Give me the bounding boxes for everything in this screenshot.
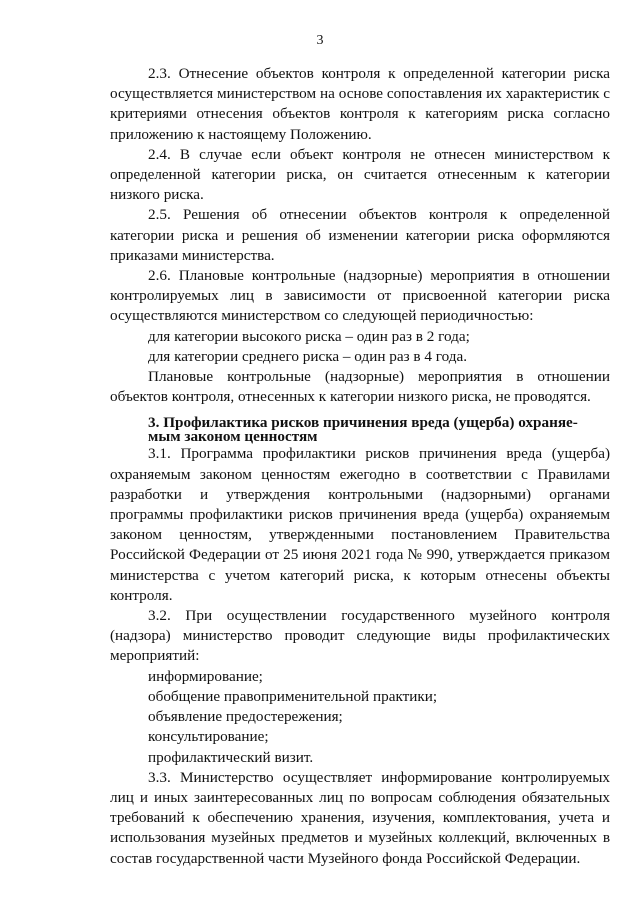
paragraph-2-4: 2.4. В случае если объект контроля не отнесен министерством к определенной категории риска, он считается отнесенным к категории низкого риска. xyxy=(110,145,610,204)
list-item: обобщение правоприменительной практики; xyxy=(148,687,438,705)
page-number: 3 xyxy=(316,33,324,48)
paragraph-2-3: 2.3. Отнесение объектов контроля к определенной категории риска осуществляется министерством на основе сопоставления их характеристик с критериями отнесения объектов контроля к категориям риска согласно приложению к настоящему Положению. xyxy=(110,65,610,143)
list-item-medium-risk: для категории среднего риска – один раз в 4 года. xyxy=(148,347,468,365)
list-item: объявление предостережения; xyxy=(148,708,343,726)
paragraph-2-6: 2.6. Плановые контрольные (надзорные) мероприятия в отношении контролируемых лиц в зависимости от присвоенной категории риска осуществляются министерством со следующей периодичностью: xyxy=(110,267,610,325)
section-3-heading: 3. Профилактика рисков причинения вреда (ущерба) охраняе-мым законом ценностям xyxy=(148,414,578,446)
paragraph-3-2: 3.2. При осуществлении государственного музейного контроля (надзора) министерство проводит следующие виды профилактических мероприятий: xyxy=(110,607,610,665)
paragraph-3-1: 3.1. Программа профилактики рисков причинения вреда (ущерба) охраняемым законом ценностям ежегодно в соответствии с Правилами разработки и утверждения контрольными (надзорными) органами программы профилактики рисков причинения вреда (ущерба) охраняемым законом ценностям, утвержденными постановлением Правительства Российской Федерации от 25 июня 2021 года № 990, утверждается приказом министерства с учетом категорий риска, к которым отнесены объекты контроля. xyxy=(110,445,610,604)
list-item: профилактический визит. xyxy=(148,748,314,766)
list-item-high-risk: для категории высокого риска – один раз в 2 года; xyxy=(148,327,470,345)
document-body xyxy=(110,64,610,869)
paragraph-2-5: 2.5. Решения об отнесении объектов контроля к определенной категории риска и решения об изменении категории риска оформляются приказами министерства. xyxy=(110,206,610,264)
paragraph-3-3: 3.3. Министерство осуществляет информирование контролируемых лиц и иных заинтересованных лиц по вопросам соблюдения обязательных требований к обеспечению хранения, изучения, комплектования, учета и использования музейных предметов и музейных коллекций, включенных в состав государственной части Музейного фонда Российской Федерации. xyxy=(110,768,610,867)
paragraph-2-6-tail: Плановые контрольные (надзорные) мероприятия в отношении объектов контроля, отнесенных к категории низкого риска, не проводятся. xyxy=(110,368,610,406)
list-item: информирование; xyxy=(148,667,263,685)
list-item: консультирование; xyxy=(148,728,269,746)
